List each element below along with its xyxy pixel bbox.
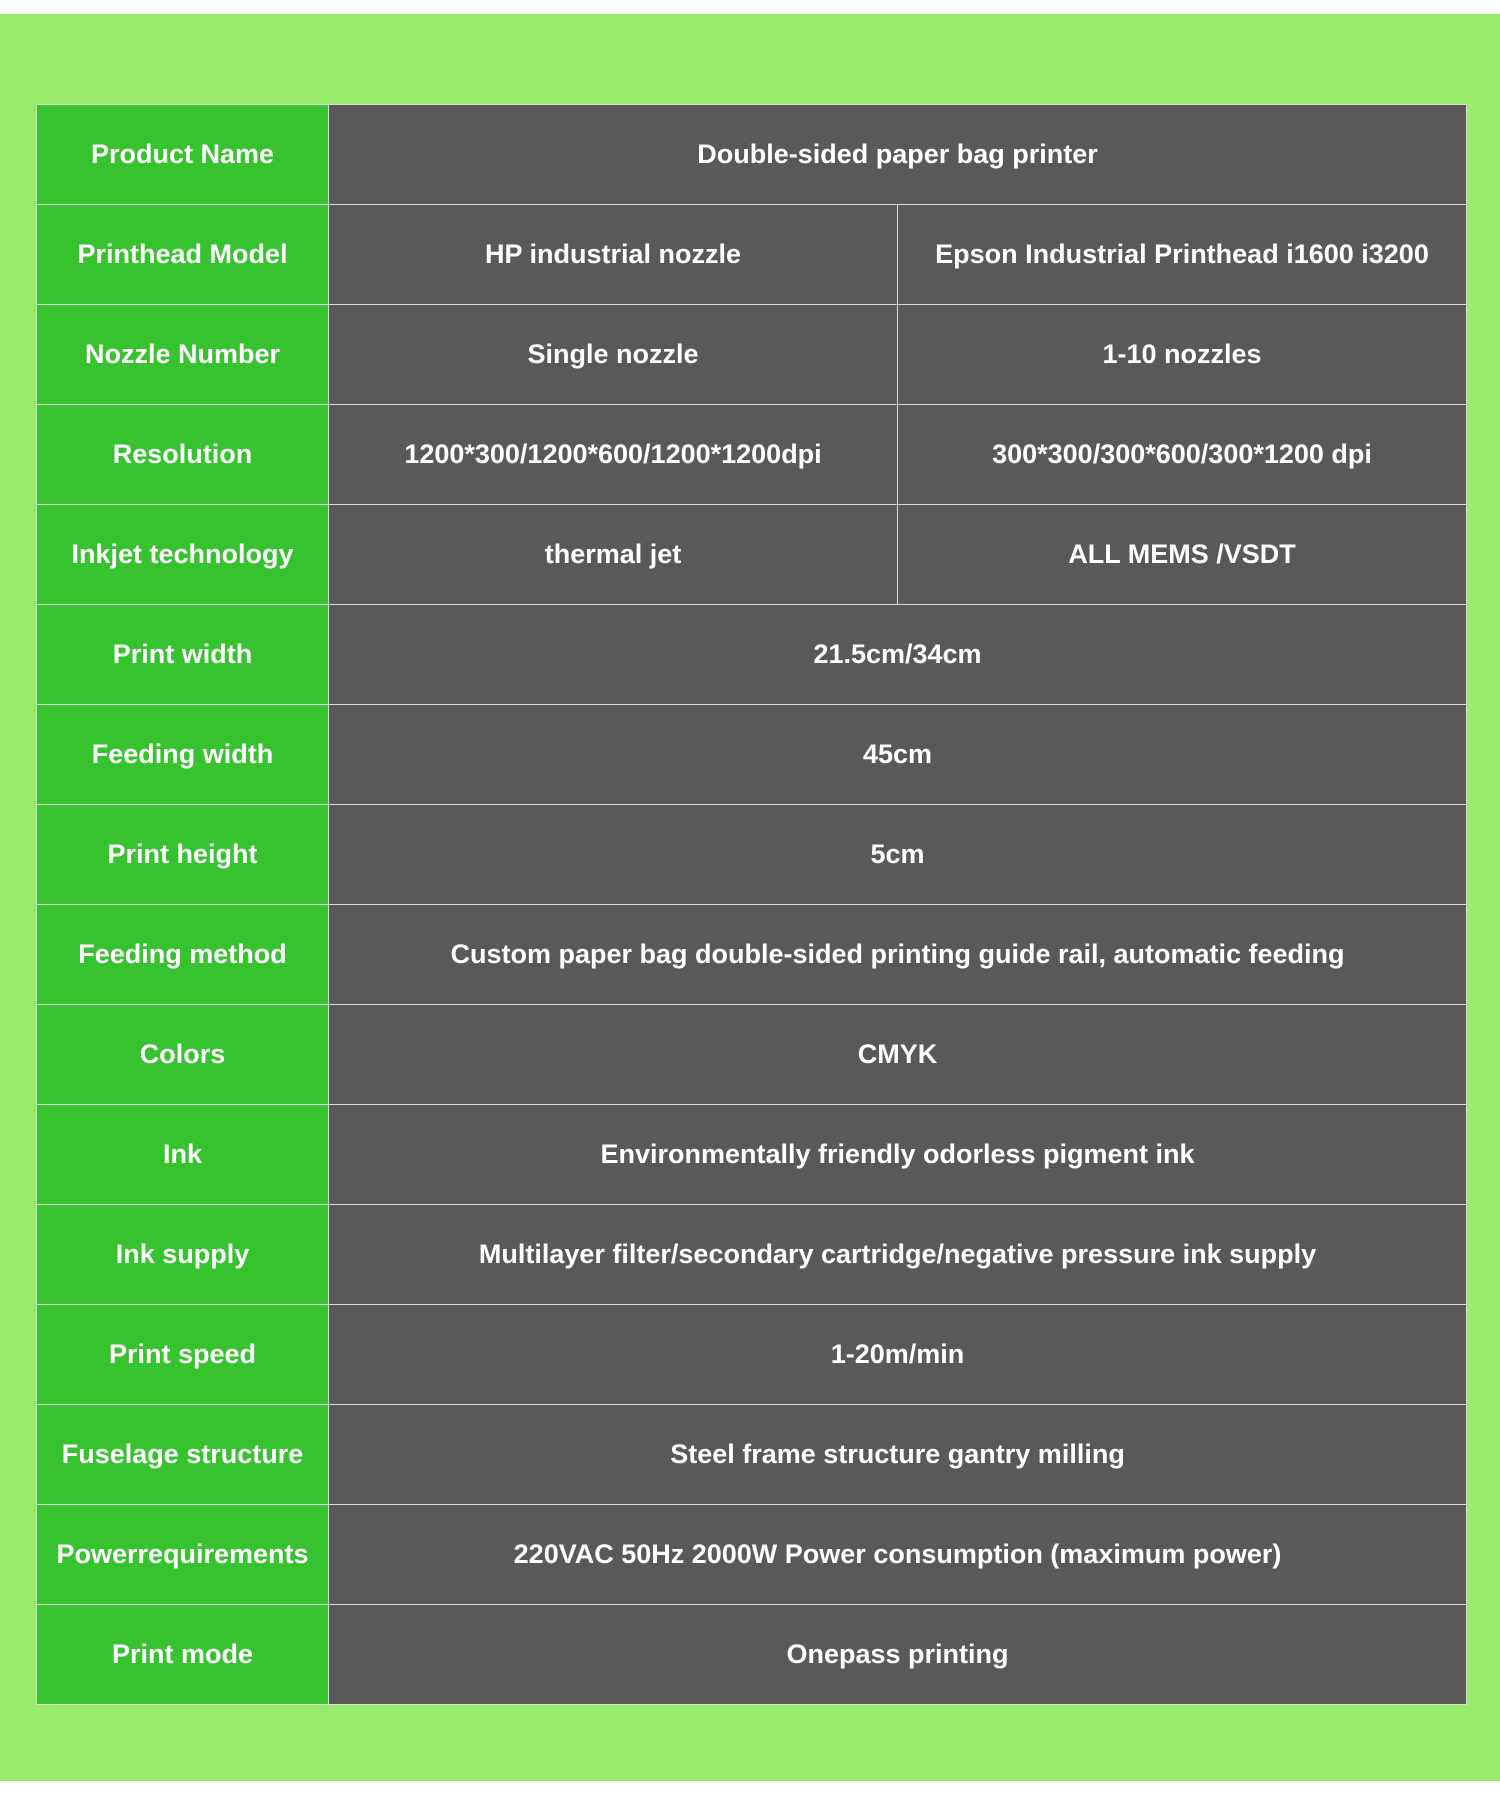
- row-label: Ink: [37, 1105, 329, 1205]
- row-label: Feeding method: [37, 905, 329, 1005]
- table-row: [37, 1405, 1467, 1505]
- table-row: [37, 1505, 1467, 1605]
- row-value: 5cm: [329, 805, 1467, 905]
- row-value: thermal jet: [329, 505, 898, 605]
- row-label: Print height: [37, 805, 329, 905]
- table-row: [37, 705, 1467, 805]
- table-row: [37, 305, 1467, 405]
- row-value: CMYK: [329, 1005, 1467, 1105]
- row-value: Custom paper bag double-sided printing guide rail, automatic feeding: [329, 905, 1467, 1005]
- row-value: ALL MEMS /VSDT: [898, 505, 1467, 605]
- table-row: [37, 205, 1467, 305]
- row-label: Colors: [37, 1005, 329, 1105]
- row-label: Nozzle Number: [37, 305, 329, 405]
- row-value: 21.5cm/34cm: [329, 605, 1467, 705]
- row-label: Print width: [37, 605, 329, 705]
- table-row: [37, 405, 1467, 505]
- table-row: [37, 805, 1467, 905]
- table-row: [37, 105, 1467, 205]
- row-value: Environmentally friendly odorless pigment ink: [329, 1105, 1467, 1205]
- table-row: [37, 505, 1467, 605]
- row-value: 1200*300/1200*600/1200*1200dpi: [329, 405, 898, 505]
- row-value: Steel frame structure gantry milling: [329, 1405, 1467, 1505]
- table-row: [37, 1605, 1467, 1705]
- row-label: Powerrequirements: [37, 1505, 329, 1605]
- row-value: HP industrial nozzle: [329, 205, 898, 305]
- row-value: Single nozzle: [329, 305, 898, 405]
- row-value: 1-10 nozzles: [898, 305, 1467, 405]
- row-label: Resolution: [37, 405, 329, 505]
- table-row: [37, 1005, 1467, 1105]
- table-row: [37, 605, 1467, 705]
- row-value: 300*300/300*600/300*1200 dpi: [898, 405, 1467, 505]
- table-row: [37, 1305, 1467, 1405]
- row-value: Onepass printing: [329, 1605, 1467, 1705]
- row-label: Product Name: [37, 105, 329, 205]
- row-value: 1-20m/min: [329, 1305, 1467, 1405]
- row-value: Double-sided paper bag printer: [329, 105, 1467, 205]
- table-row: [37, 905, 1467, 1005]
- row-value: Epson Industrial Printhead i1600 i3200: [898, 205, 1467, 305]
- row-label: Inkjet technology: [37, 505, 329, 605]
- row-label: Print speed: [37, 1305, 329, 1405]
- spec-panel: [0, 14, 1500, 1781]
- table-row: [37, 1205, 1467, 1305]
- row-label: Ink supply: [37, 1205, 329, 1305]
- row-label: Print mode: [37, 1605, 329, 1705]
- row-value: 220VAC 50Hz 2000W Power consumption (maximum power): [329, 1505, 1467, 1605]
- spec-table-body: [37, 105, 1467, 1705]
- row-label: Feeding width: [37, 705, 329, 805]
- table-row: [37, 1105, 1467, 1205]
- row-value: Multilayer filter/secondary cartridge/negative pressure ink supply: [329, 1205, 1467, 1305]
- row-label: Printhead Model: [37, 205, 329, 305]
- row-label: Fuselage structure: [37, 1405, 329, 1505]
- spec-table: [36, 104, 1467, 1705]
- row-value: 45cm: [329, 705, 1467, 805]
